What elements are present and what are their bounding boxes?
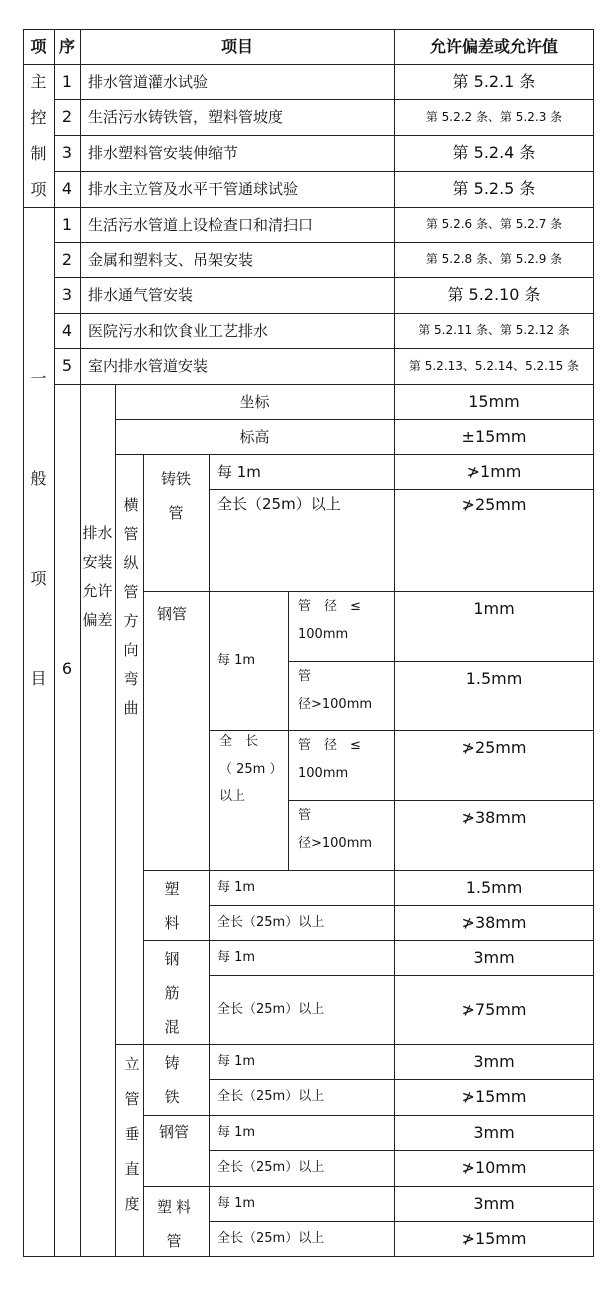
- h-concrete-per-m: 每 1m: [217, 949, 256, 965]
- h-plastic-label: 塑料: [164, 880, 188, 932]
- general-row-1-value: 第 5.2.6 条、第 5.2.7 条: [425, 217, 563, 232]
- v-cast-iron-per-m: 每 1m: [217, 1053, 256, 1069]
- h-steel-d-large-2-b: 径>100mm: [298, 835, 373, 851]
- h-cast-iron-per-m-value: ≯1mm: [466, 461, 522, 481]
- general-row-3-item: 排水通气管安装: [88, 286, 194, 304]
- h-cast-iron-per-m: 每 1m: [217, 462, 261, 481]
- v-cast-iron-full: 全长（25m）以上: [217, 1089, 325, 1105]
- h-concrete-full-value: ≯75mm: [461, 999, 527, 1019]
- general-row-2-no: 2: [61, 249, 73, 269]
- v-steel-full-value: ≯10mm: [461, 1158, 527, 1178]
- v-plastic-full: 全长（25m）以上: [217, 1231, 325, 1247]
- h-steel-v4: ≯38mm: [461, 808, 527, 827]
- main-row-2-value: 第 5.2.2 条、第 5.2.3 条: [425, 109, 563, 124]
- general-row-4-no: 4: [61, 320, 73, 340]
- header-col-item: 项目: [220, 36, 253, 56]
- v-plastic-label: 塑料管: [157, 1198, 196, 1250]
- general-row-2-item: 金属和塑料支、吊架安装: [88, 250, 254, 269]
- main-row-4-no: 4: [61, 179, 73, 199]
- horizontal-group-label: 横管纵管方向弯曲: [123, 496, 139, 717]
- h-steel-full-a: 全 长: [219, 734, 259, 749]
- h-plastic-full: 全长（25m）以上: [217, 914, 325, 930]
- h-concrete-full: 全长（25m）以上: [217, 1001, 325, 1017]
- h-cast-iron-full: 全长（25m）以上: [217, 495, 341, 513]
- v-steel-per-m-value: 3mm: [473, 1122, 515, 1142]
- inspection-table: [23, 29, 594, 1257]
- v-cast-iron-label: 铸铁: [164, 1054, 188, 1106]
- h-steel-d-small-1-a: 管 径 ≤: [298, 599, 361, 614]
- h-steel-d-large-2: [288, 800, 394, 870]
- h-steel-d-small-2-a: 管 径 ≤: [298, 738, 361, 753]
- main-row-4-value: 第 5.2.5 条: [452, 179, 536, 199]
- general-row-2-value: 第 5.2.8 条、第 5.2.9 条: [425, 252, 563, 267]
- h-steel-full-block: [209, 730, 288, 870]
- h-steel-d-small-1-b: 100mm: [298, 626, 349, 642]
- h-steel-d-small-2-b: 100mm: [298, 765, 349, 781]
- row6-elev-label: 标高: [239, 427, 270, 446]
- h-steel-v1: 1mm: [473, 599, 515, 618]
- h-plastic-per-m-value: 1.5mm: [465, 877, 523, 897]
- main-row-3-item: 排水塑料管安装伸缩节: [88, 144, 239, 162]
- h-steel-label: 钢管: [157, 605, 188, 623]
- main-row-3-value: 第 5.2.4 条: [452, 143, 536, 163]
- v-plastic-full-value: ≯15mm: [461, 1229, 527, 1249]
- v-cast-iron-full-value: ≯15mm: [461, 1087, 527, 1107]
- general-row-3-no: 3: [61, 285, 73, 305]
- v-plastic-per-m-value: 3mm: [473, 1193, 515, 1213]
- header-col-seq: 序: [58, 36, 75, 56]
- general-row-4-value: 第 5.2.11 条、第 5.2.12 条: [418, 323, 570, 338]
- general-row-3-value: 第 5.2.10 条: [447, 285, 541, 305]
- h-steel-d-large-1-a: 管: [298, 669, 312, 684]
- h-steel-d-large-1-b: 径>100mm: [298, 696, 373, 712]
- general-row-5-no: 5: [61, 356, 73, 376]
- vertical-group-label: 立管垂直度: [124, 1055, 140, 1213]
- h-plastic-per-m: 每 1m: [217, 879, 256, 895]
- h-steel-full-c: 以上: [219, 789, 246, 805]
- general-row-5-item: 室内排水管道安装: [88, 357, 209, 375]
- h-steel-v2: 1.5mm: [465, 669, 523, 688]
- general-row-1-item: 生活污水管道上设检查口和清扫口: [88, 215, 314, 234]
- general-row-1-no: 1: [61, 214, 73, 234]
- main-row-2-no: 2: [61, 107, 73, 127]
- general-row-4-item: 医院污水和饮食业工艺排水: [88, 321, 269, 340]
- v-steel-per-m: 每 1m: [217, 1124, 256, 1140]
- h-steel-d-large-1: [288, 661, 394, 730]
- category-main-control: 主控制项: [30, 71, 47, 199]
- row6-elev-value: ±15mm: [461, 426, 527, 446]
- row6-group-label: 排水安装允许偏差: [82, 524, 113, 629]
- main-row-1-value: 第 5.2.1 条: [452, 71, 536, 91]
- general-row-5-value: 第 5.2.13、5.2.14、5.2.15 条: [408, 358, 580, 373]
- h-concrete-label: 钢筋混: [164, 950, 188, 1036]
- general-row-6-no: 6: [61, 659, 73, 679]
- h-cast-iron-full-value: ≯25mm: [461, 495, 527, 514]
- main-row-4-item: 排水主立管及水平干管通球试验: [88, 180, 299, 198]
- h-steel-v3: ≯25mm: [461, 738, 527, 757]
- v-steel-full: 全长（25m）以上: [217, 1160, 325, 1176]
- v-plastic-per-m: 每 1m: [217, 1195, 256, 1211]
- category-general: 一般项目: [30, 369, 47, 688]
- row6-coord-label: 坐标: [239, 392, 270, 411]
- header-col-tolerance: 允许偏差或允许值: [429, 36, 558, 56]
- h-steel-d-small-1: [288, 591, 394, 661]
- main-row-3-no: 3: [61, 143, 73, 163]
- h-steel-full-b: （ 25m ）: [219, 761, 283, 777]
- h-steel-per-m: 每 1m: [217, 652, 256, 668]
- h-plastic-full-value: ≯38mm: [461, 912, 527, 932]
- header-col-category: 项: [30, 36, 47, 56]
- main-row-1-item: 排水管道灌水试验: [88, 72, 209, 91]
- main-row-2-item: 生活污水铸铁管，塑料管坡度: [88, 108, 284, 126]
- row6-coord-value: 15mm: [468, 391, 520, 411]
- h-steel-d-small-2: [288, 730, 394, 800]
- v-steel-label: 钢管: [159, 1123, 190, 1141]
- h-cast-iron-label: 铸铁管: [160, 470, 191, 522]
- h-steel-d-large-2-a: 管: [298, 808, 312, 823]
- main-row-1-no: 1: [61, 71, 73, 91]
- h-concrete-per-m-value: 3mm: [473, 947, 515, 967]
- v-cast-iron-per-m-value: 3mm: [473, 1051, 515, 1071]
